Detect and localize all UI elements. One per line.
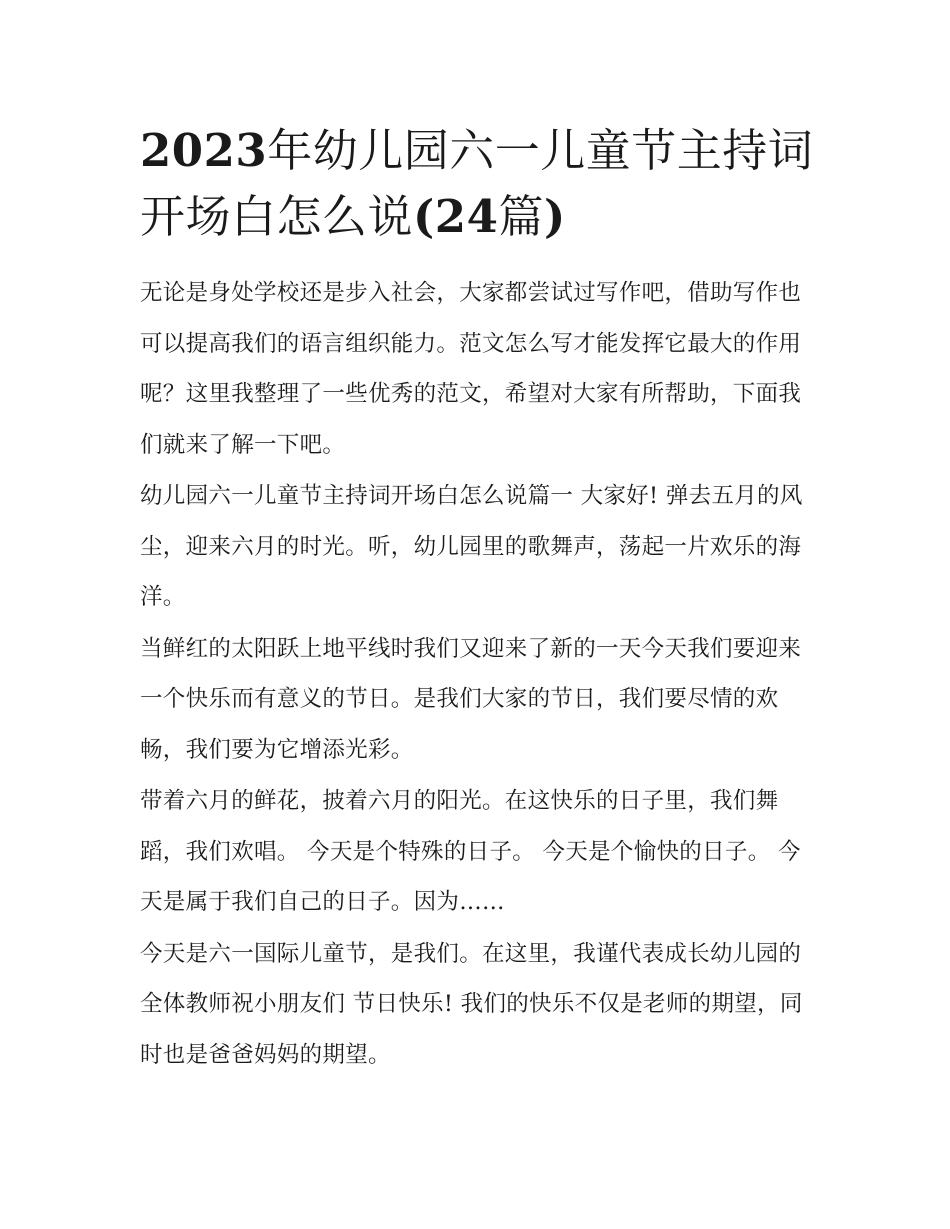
paragraph-2: 当鲜红的太阳跃上地平线时我们又迎来了新的一天今天我们要迎来一个快乐而有意义的节日。是我们大家的节日，我们要尽情的欢畅，我们要为它增添光彩。 <box>140 635 802 763</box>
paragraph-3: 带着六月的鲜花，披着六月的阳光。在这快乐的日子里，我们舞蹈，我们欢唱。 今天是个特殊的日子。 今天是个愉快的日子。 今天是属于我们自己的日子。因为…… <box>140 788 801 915</box>
paragraph-intro: 无论是身处学校还是步入社会，大家都尝试过写作吧，借助写作也可以提高我们的语言组织能力。范文怎么写才能发挥它最大的作用呢？这里我整理了一些优秀的范文，希望对大家有所帮助，下面我们就来了解一下吧。 <box>140 280 802 458</box>
document-body <box>140 268 820 1080</box>
document-title: 2023年幼儿园六一儿童节主持词开场白怎么说(24篇) <box>140 124 814 243</box>
paragraph-1: 幼儿园六一儿童节主持词开场白怎么说篇一 大家好! 弹去五月的风尘，迎来六月的时光。听，幼儿园里的歌舞声，荡起一片欢乐的海洋。 <box>140 483 803 610</box>
paragraph-4: 今天是六一国际儿童节，是我们。在这里，我谨代表成长幼儿园的全体教师祝小朋友们 节日快乐! 我们的快乐不仅是老师的期望，同时也是爸爸妈妈的期望。 <box>140 940 803 1068</box>
document-page <box>140 118 820 1081</box>
